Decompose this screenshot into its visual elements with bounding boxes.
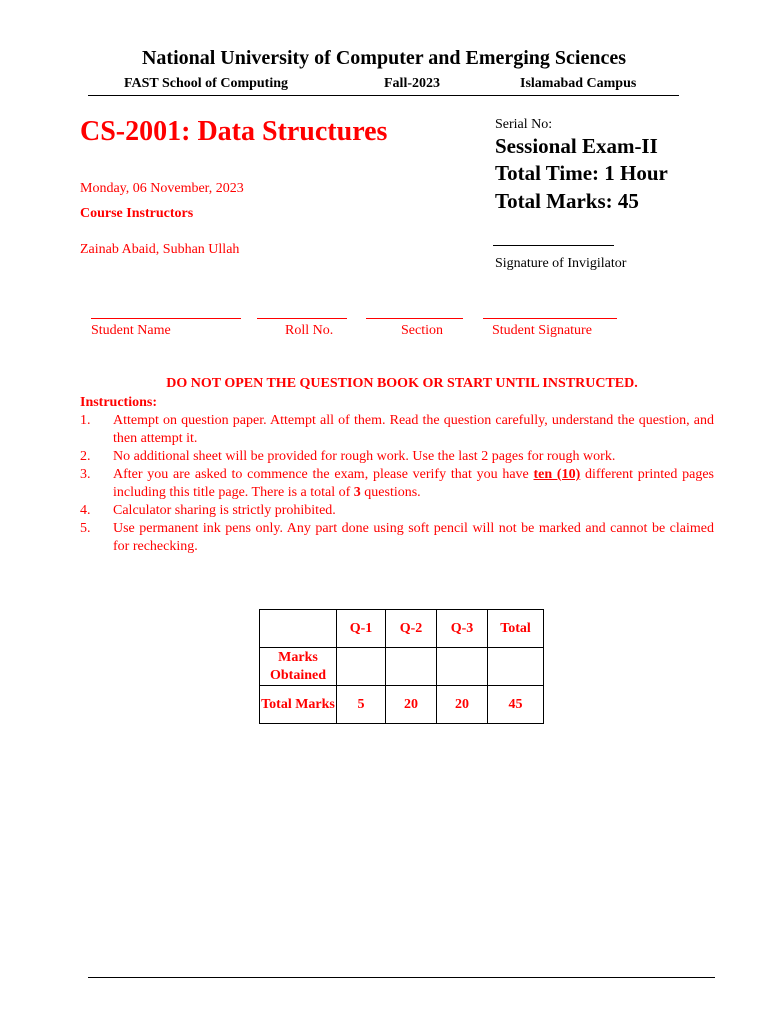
instruction-text: Attempt on question paper. Attempt all of them. Read the question carefully, understand the question, and then attempt it. [113,413,714,446]
instruction-item [80,502,714,520]
course-title: CS-2001: Data Structures [80,116,388,147]
term: Fall-2023 [384,76,440,91]
table-header-cell: Q-2 [386,610,437,648]
warning-banner: DO NOT OPEN THE QUESTION BOOK OR START UNTIL INSTRUCTED. [166,376,638,391]
instructions-list [80,412,714,556]
marks-obtained-cell[interactable] [488,648,544,686]
university-name: National University of Computer and Emerging Sciences [141,47,627,69]
course-instructors-heading: Course Instructors [80,206,194,221]
total-marks-cell: 20 [386,686,437,724]
course-instructors-names: Zainab Abaid, Subhan Ullah [80,242,240,257]
invigilator-signature-line[interactable] [493,245,614,246]
roll-no-line[interactable] [257,318,347,319]
table-row-marks-obtained [260,648,544,686]
instructions-heading: Instructions: [80,395,158,410]
total-marks-label: Total Marks [260,686,337,724]
student-name-line[interactable] [91,318,241,319]
total-marks-cell: 5 [337,686,386,724]
table-corner-cell [260,610,337,648]
exam-name: Sessional Exam-II [495,134,658,158]
instruction-text: questions. [360,485,421,500]
total-marks: Total Marks: 45 [495,189,639,213]
instruction-number: 3. [80,467,91,482]
instruction-item [80,412,714,448]
instruction-number: 4. [80,503,91,518]
question-count: 3 [353,485,361,500]
marks-table [259,609,544,724]
instruction-number: 1. [80,413,91,428]
student-signature-label: Student Signature [492,323,592,338]
instruction-text: Calculator sharing is strictly prohibited. [113,503,336,518]
total-time: Total Time: 1 Hour [495,161,668,185]
table-header-cell: Total [488,610,544,648]
exam-date: Monday, 06 November, 2023 [80,181,244,196]
section-line[interactable] [366,318,463,319]
header-divider [88,95,679,96]
instruction-text: Use permanent ink pens only. Any part done using soft pencil will not be marked and cannot be claimed for rechecking. [113,521,714,554]
marks-obtained-label: Marks Obtained [260,648,337,686]
invigilator-signature-label: Signature of Invigilator [495,256,627,271]
table-header-row [260,610,544,648]
student-signature-line[interactable] [483,318,617,319]
section-label: Section [401,323,443,338]
student-name-label: Student Name [91,323,171,338]
roll-no-label: Roll No. [285,323,334,338]
table-row-total-marks [260,686,544,724]
total-marks-cell: 20 [437,686,488,724]
table-header-cell: Q-1 [337,610,386,648]
page-count-emphasis: ten (10) [533,467,581,482]
instruction-item [80,448,714,466]
instruction-text: No additional sheet will be provided for rough work. Use the last 2 pages for rough work. [113,449,616,464]
instruction-text: After you are asked to commence the exam, please verify that you have [113,467,534,482]
campus: Islamabad Campus [520,76,637,91]
instruction-item [80,520,714,556]
marks-obtained-cell[interactable] [337,648,386,686]
marks-obtained-cell[interactable] [386,648,437,686]
serial-number-label: Serial No: [495,117,553,132]
instruction-number: 5. [80,521,91,536]
school-name: FAST School of Computing [124,76,289,91]
total-marks-cell: 45 [488,686,544,724]
marks-obtained-cell[interactable] [437,648,488,686]
instruction-text: different printed pages including this title page. There is a total of [113,467,714,500]
footer-divider [88,977,715,978]
instruction-number: 2. [80,449,91,464]
instruction-item [80,466,714,502]
table-header-cell: Q-3 [437,610,488,648]
